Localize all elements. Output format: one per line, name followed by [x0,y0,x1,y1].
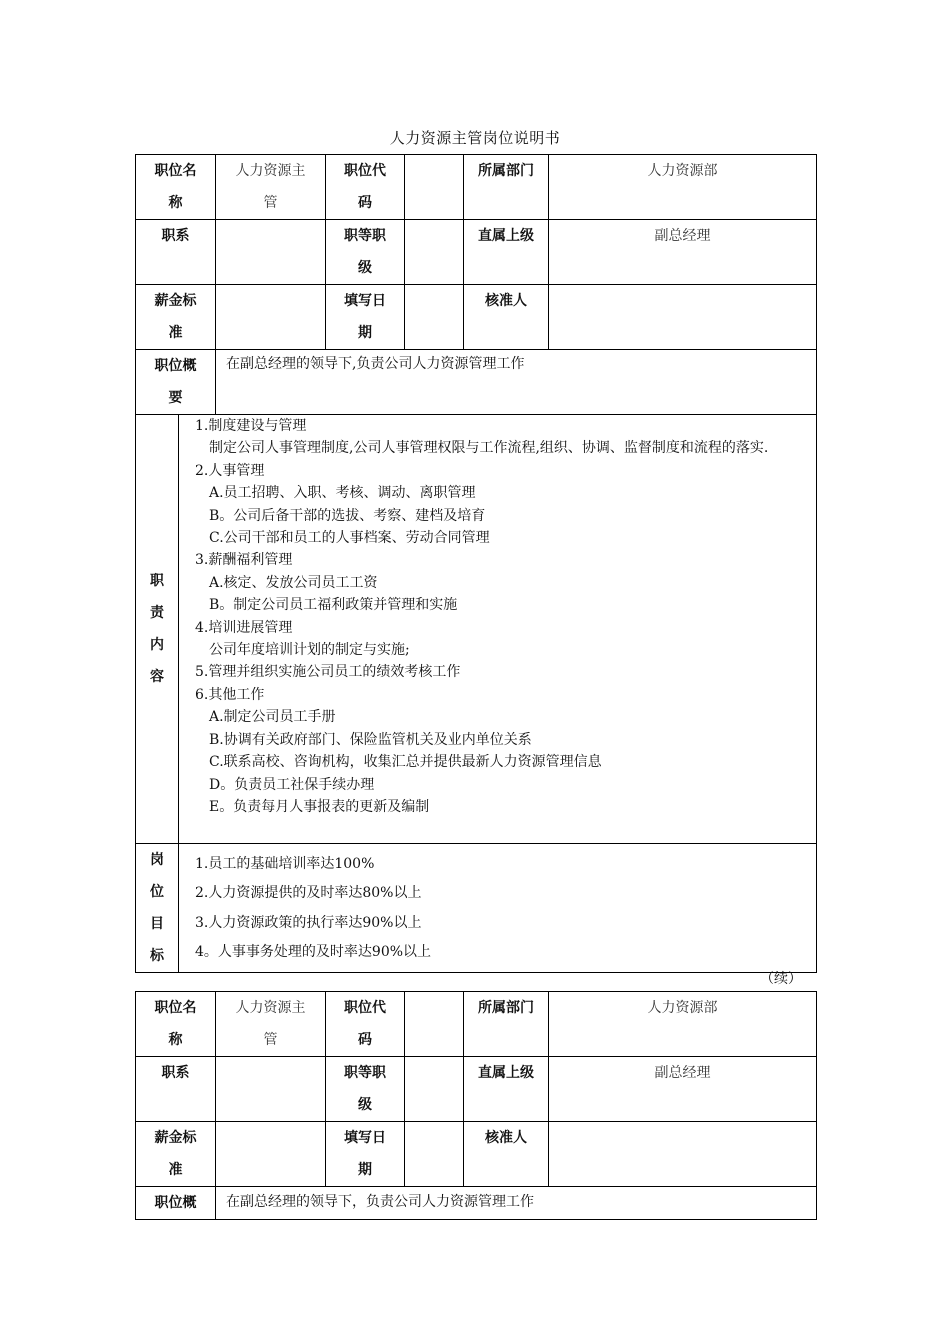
value-grade [405,220,464,285]
duty-line: 4.培训进展管理 [195,619,293,636]
duty-line: 公司年度培训计划的制定与实施; [209,642,410,659]
label-department: 所属部门 [464,992,549,1057]
label-fill-date: 填写日 期 [326,1122,405,1187]
target-line: 3.人力资源政策的执行率达90%以上 [195,914,422,931]
value-position-code [405,155,464,220]
label-position-name: 职位名 称 [136,155,216,220]
duty-line: D。负责员工社保手续办理 [209,776,375,793]
duty-line: C.公司干部和员工的人事档案、劳动合同管理 [209,530,490,547]
label-summary: 职位概 要 [136,350,216,415]
value-salary [216,1122,326,1187]
label-salary: 薪金标 准 [136,1122,216,1187]
value-supervisor: 副总经理 [549,220,817,285]
label-fill-date: 填写日 期 [326,285,405,350]
label-position-code: 职位代 码 [326,155,405,220]
duty-line: 2.人事管理 [195,462,265,479]
label-series: 职系 [136,220,216,285]
duty-line: A.制定公司员工手册 [209,709,336,726]
targets-content [179,844,817,973]
label-approver: 核准人 [464,285,549,350]
duty-line: A.核定、发放公司员工工资 [209,574,378,591]
label-department: 所属部门 [464,155,549,220]
continued-label: （续） [760,971,802,987]
target-line: 2.人力资源提供的及时率达80%以上 [195,885,422,902]
label-position-code: 职位代 码 [326,992,405,1057]
label-summary: 职位概 [136,1187,216,1220]
value-position-name: 人力资源主 管 [216,155,326,220]
value-fill-date [405,1122,464,1187]
value-approver [549,285,817,350]
label-series: 职系 [136,1057,216,1122]
duty-line: 5.管理并组织实施公司员工的绩效考核工作 [195,664,461,681]
label-approver: 核准人 [464,1122,549,1187]
value-supervisor: 副总经理 [549,1057,817,1122]
duty-line: 制定公司人事管理制度,公司人事管理权限与工作流程,组织、协调、监督制度和流程的落实. [209,440,769,457]
duty-line: B。公司后备干部的选拔、考察、建档及培育 [209,507,486,524]
label-duties: 职 责 内 容 [136,415,179,844]
value-department: 人力资源部 [549,992,817,1057]
label-grade: 职等职 级 [326,220,405,285]
target-line: 1.员工的基础培训率达100% [195,856,375,872]
document-title: 人力资源主管岗位说明书 [389,129,561,147]
value-series [216,220,326,285]
duty-line: E。负责每月人事报表的更新及编制 [209,798,430,815]
duty-line: B。制定公司员工福利政策并管理和实施 [209,597,458,614]
target-line: 4。人事事务处理的及时率达90%以上 [195,944,432,961]
job-description-table [135,154,817,973]
label-supervisor: 直属上级 [464,1057,549,1122]
duty-line: B.协调有关政府部门、保险监管机关及业内单位关系 [209,731,532,748]
label-supervisor: 直属上级 [464,220,549,285]
duty-line: 1.制度建设与管理 [195,418,307,434]
label-position-name: 职位名 称 [136,992,216,1057]
value-position-code [405,992,464,1057]
job-description-table-continued [135,991,817,1220]
value-summary: 在副总经理的领导下，负责公司人力资源管理工作 [216,1187,817,1220]
value-summary: 在副总经理的领导下,负责公司人力资源管理工作 [216,350,817,415]
value-grade [405,1057,464,1122]
label-targets: 岗 位 目 标 [136,844,179,973]
value-salary [216,285,326,350]
value-department: 人力资源部 [549,155,817,220]
label-salary: 薪金标 准 [136,285,216,350]
value-approver [549,1122,817,1187]
duty-line: C.联系高校、咨询机构，收集汇总并提供最新人力资源管理信息 [209,754,602,771]
value-position-name: 人力资源主 管 [216,992,326,1057]
duties-content [179,415,817,844]
duty-line: 3.薪酬福利管理 [195,552,293,569]
value-series [216,1057,326,1122]
duty-line: A.员工招聘、入职、考核、调动、离职管理 [209,485,476,502]
value-fill-date [405,285,464,350]
duty-line: 6.其他工作 [195,686,265,703]
label-grade: 职等职 级 [326,1057,405,1122]
